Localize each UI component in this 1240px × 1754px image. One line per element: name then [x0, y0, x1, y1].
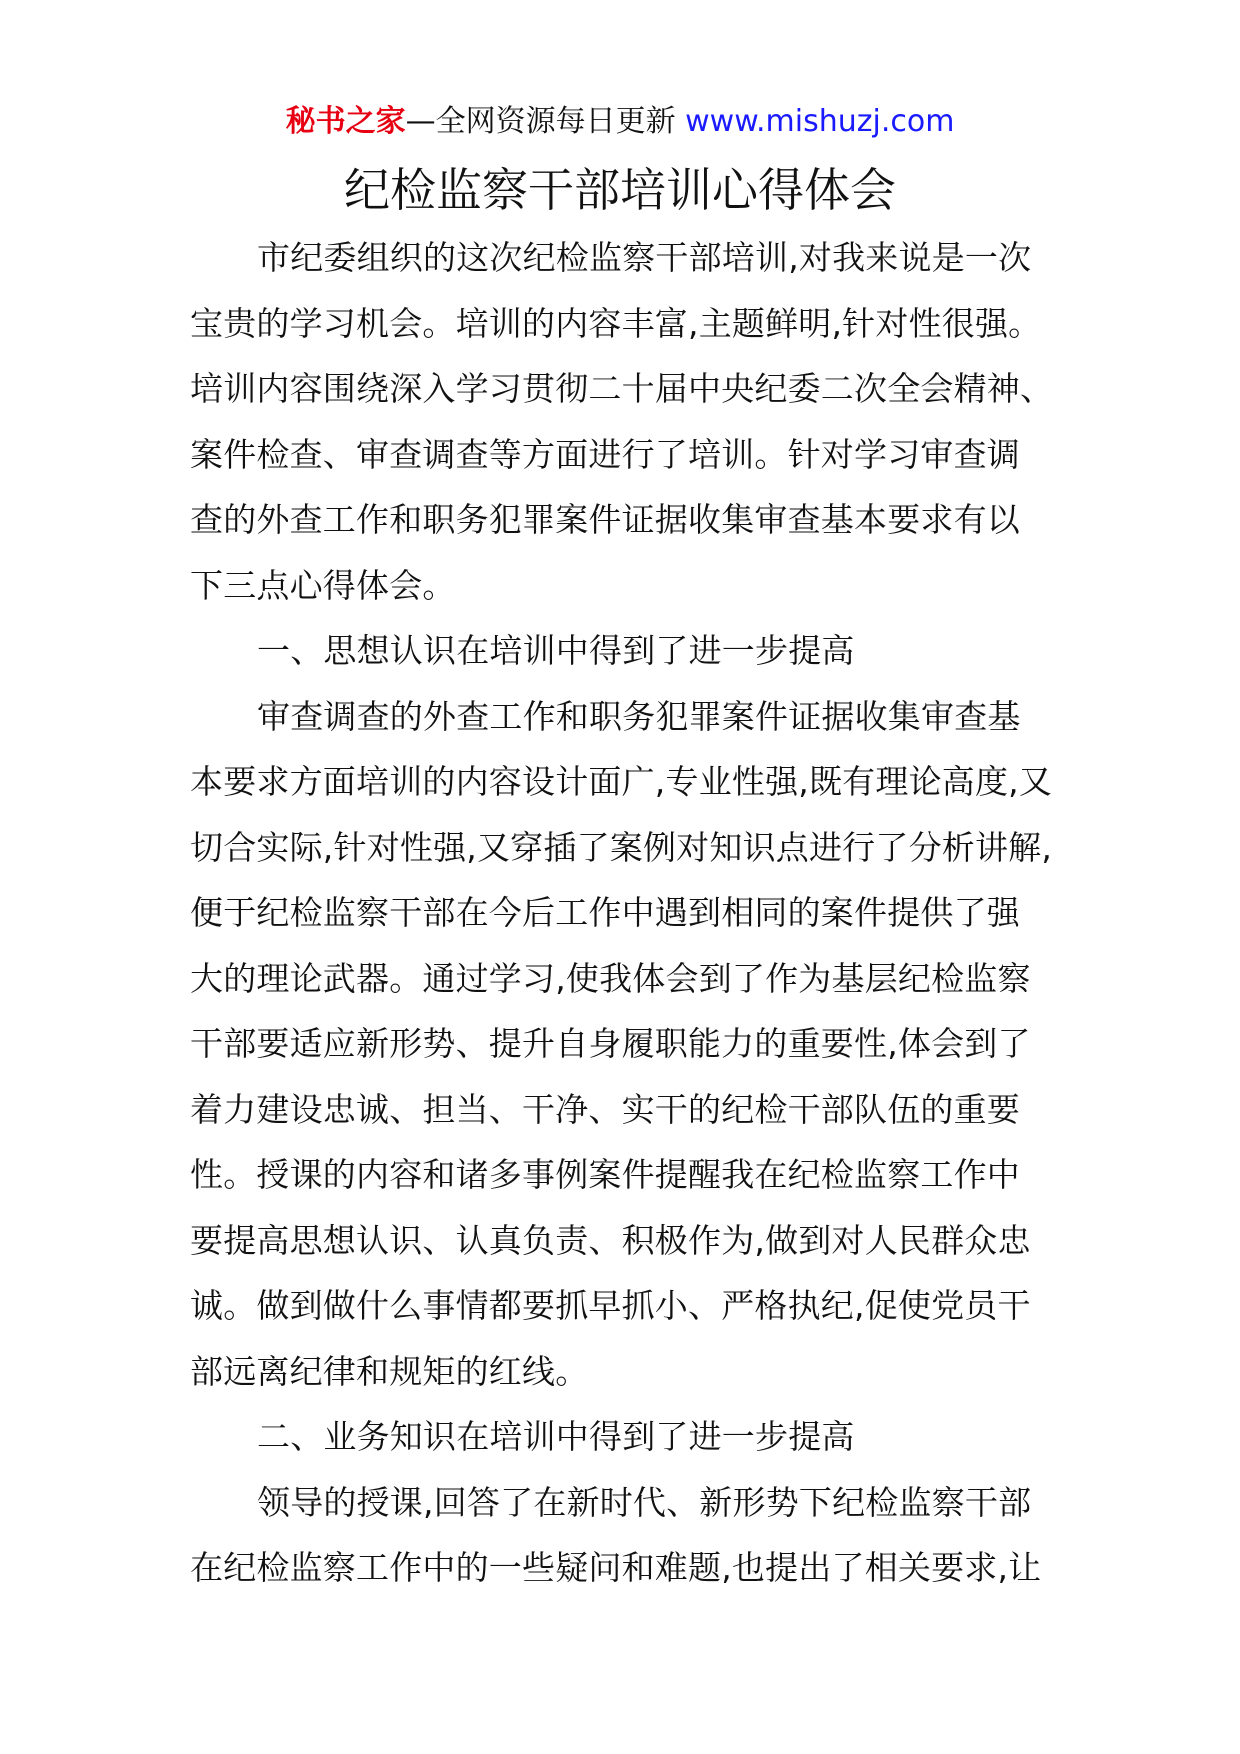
body-line: 在纪检监察工作中的一些疑问和难题,也提出了相关要求,让	[190, 1548, 1042, 1587]
body-line: 部远离纪律和规矩的红线。	[190, 1351, 589, 1391]
section-heading-1: 一、思想认识在培训中得到了进一步提高	[257, 631, 855, 670]
site-url-link[interactable]: www.mishuzj.com	[685, 104, 955, 139]
brand-name: 秘书之家	[285, 104, 406, 139]
body-line: 市纪委组织的这次纪检监察干部培训,对我来说是一次	[257, 238, 1032, 277]
body-line: 着力建设忠诚、担当、干净、实干的纪检干部队伍的重要	[190, 1089, 1020, 1129]
document-title: 纪检监察干部培训心得体会	[344, 163, 896, 217]
document-body	[190, 225, 1070, 1601]
body-line: 下三点心得体会。	[190, 565, 456, 605]
body-line: 本要求方面培训的内容设计面广,专业性强,既有理论高度,又	[190, 762, 1053, 801]
body-line: 性。授课的内容和诸多事例案件提醒我在纪检监察工作中	[190, 1155, 1020, 1194]
body-line: 培训内容围绕深入学习贯彻二十届中央纪委二次全会精神、	[190, 369, 1054, 408]
body-line: 诚。做到做什么事情都要抓早抓小、严格执纪,促使党员干	[190, 1286, 1031, 1325]
body-line: 干部要适应新形势、提升自身履职能力的重要性,体会到了	[190, 1024, 1031, 1063]
body-line: 查的外查工作和职务犯罪案件证据收集审查基本要求有以	[190, 500, 1020, 539]
body-line: 要提高思想认识、认真负责、积极作为,做到对人民群众忠	[190, 1220, 1031, 1260]
body-line: 便于纪检监察干部在今后工作中遇到相同的案件提供了强	[190, 893, 1020, 932]
site-header	[0, 100, 1240, 144]
body-line: 领导的授课,回答了在新时代、新形势下纪检监察干部	[257, 1482, 1032, 1522]
body-line: 切合实际,针对性强,又穿插了案例对知识点进行了分析讲解,	[190, 827, 1053, 867]
section-heading-2: 二、业务知识在培训中得到了进一步提高	[257, 1417, 855, 1456]
header-tagline: —全网资源每日更新	[405, 104, 686, 139]
body-line: 案件检查、审查调查等方面进行了培训。针对学习审查调	[190, 434, 1020, 474]
body-line: 大的理论武器。通过学习,使我体会到了作为基层纪检监察	[190, 958, 1031, 998]
body-line: 审查调查的外查工作和职务犯罪案件证据收集审查基	[257, 696, 1021, 736]
body-line: 宝贵的学习机会。培训的内容丰富,主题鲜明,针对性很强。	[190, 303, 1042, 343]
